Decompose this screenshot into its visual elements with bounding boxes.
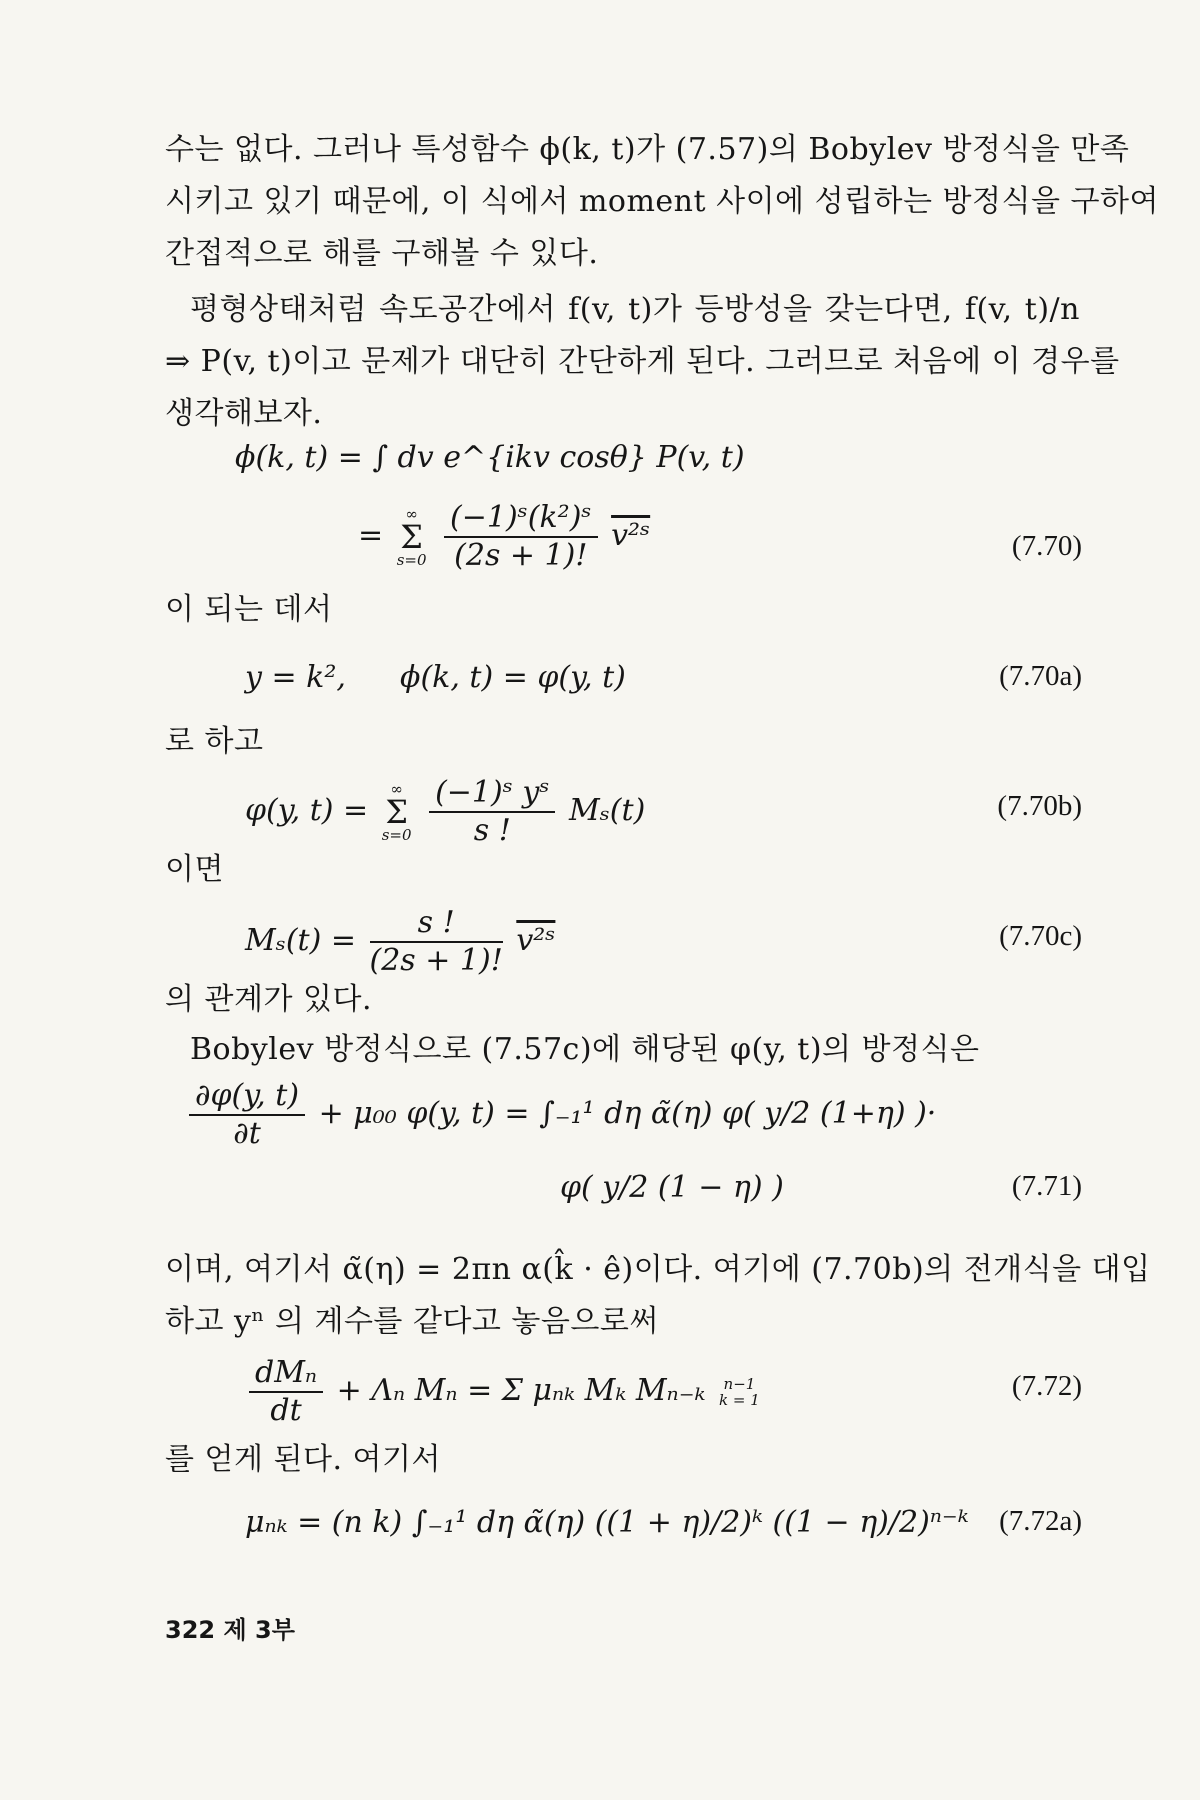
equation-number-7-70: (7.70) <box>1011 530 1082 562</box>
fraction-denominator: ∂t <box>233 1116 261 1151</box>
equation-7-70a-left: y = k², <box>245 660 346 695</box>
equation-7-70c <box>245 905 555 979</box>
fraction-7-70b <box>429 775 555 849</box>
equation-7-70-top: ϕ(k, t) = ∫ dv e^{ikv cosθ} P(v, t) <box>235 440 745 475</box>
equation-7-71-rhs-1: ∫₋₁¹ dη α̃(η) φ( y/2 (1+η) )· <box>539 1096 937 1131</box>
text-after-7-70a: 로 하고 <box>165 724 264 759</box>
paragraph-1-line-1: 수는 없다. 그러나 특성함수 ϕ(k, t)가 (7.57)의 Bobylev 방정식을 만족 <box>165 132 1130 167</box>
equation-7-70a-right: ϕ(k, t) = φ(y, t) <box>400 660 626 695</box>
fraction-numerator: dMₙ <box>249 1355 323 1393</box>
equation-number-7-72a: (7.72a) <box>999 1505 1082 1537</box>
paragraph-4-line-1: 이며, 여기서 α̃(η) = 2πn α(k̂ · ê)이다. 여기에 (7.70b)의 전개식을 대입 <box>165 1252 1151 1287</box>
fraction-denominator: s ! <box>473 813 511 848</box>
fraction-numerator: (−1)ˢ yˢ <box>429 775 555 813</box>
sum-symbol: ∞ Σ s=0 <box>396 505 427 569</box>
sum-symbol: ∞ Σ s=0 <box>381 780 412 844</box>
equation-number-7-71: (7.71) <box>1011 1170 1082 1202</box>
fraction-7-70 <box>444 500 597 574</box>
average-term: v²ˢ <box>611 518 651 553</box>
text-after-7-70c: 의 관계가 있다. <box>165 982 372 1017</box>
text-after-7-70: 이 되는 데서 <box>165 592 333 627</box>
paragraph-1-line-3: 간접적으로 해를 구해볼 수 있다. <box>165 236 599 271</box>
paragraph-1-line-2: 시키고 있기 때문에, 이 식에서 moment 사이에 성립하는 방정식을 구하여 <box>165 184 1159 219</box>
fraction-numerator: (−1)ˢ(k²)ˢ <box>444 500 597 538</box>
page-footer: 322 제 3부 <box>165 1616 295 1644</box>
fraction-denominator: (2s + 1)! <box>454 538 588 573</box>
fraction-7-70c <box>370 905 503 979</box>
paragraph-4-line-2: 하고 yⁿ 의 계수를 같다고 놓음으로써 <box>165 1304 659 1339</box>
equation-7-70c-lhs: Mₛ(t) = <box>245 923 356 958</box>
fraction-denominator: (2s + 1)! <box>369 943 503 978</box>
equation-7-72 <box>245 1355 764 1429</box>
average-term: v²ˢ <box>516 923 556 958</box>
equation-7-72a: μₙₖ = (n k) ∫₋₁¹ dη α̃(η) ((1 + η)/2)ᵏ ((1 − η)/2)ⁿ⁻ᵏ <box>245 1505 969 1540</box>
paragraph-2-line-1: 평형상태처럼 속도공간에서 f(v, t)가 등방성을 갖는다면, f(v, t)/n <box>190 292 1080 327</box>
equation-7-72-rhs: + Λₙ Mₙ = Σ μₙₖ Mₖ Mₙ₋ₖ <box>336 1373 706 1408</box>
equation-7-70-bottom: = ∞ Σ s=0 $\frac{\text{(−1)ˢ(k²)ˢ}}{(2s + 1)!}$ v²ˢ <box>358 500 651 573</box>
paragraph-2-line-3: 생각해보자. <box>165 396 323 431</box>
equation-7-71-line-1 <box>185 1078 936 1152</box>
fraction-denominator: dt <box>270 1393 302 1428</box>
sum-limits: n−1 k = 1 <box>719 1375 760 1409</box>
equation-number-7-70c: (7.70c) <box>999 920 1082 952</box>
equation-number-7-72: (7.72) <box>1011 1370 1082 1402</box>
equation-7-70b <box>245 775 645 849</box>
fraction-7-72 <box>249 1355 323 1429</box>
paragraph-3: Bobylev 방정식으로 (7.57c)에 해당된 φ(y, t)의 방정식은 <box>190 1032 980 1067</box>
text-after-7-72: 를 얻게 된다. 여기서 <box>165 1442 441 1477</box>
equation-7-71-mid: + μ₀₀ φ(y, t) = <box>318 1096 530 1131</box>
equation-7-71-line-2: φ( y/2 (1 − η) ) <box>560 1170 784 1205</box>
equation-number-7-70a: (7.70a) <box>999 660 1082 692</box>
equation-7-70b-lhs: φ(y, t) = <box>245 793 369 828</box>
equation-7-70b-tail: Mₛ(t) <box>568 793 646 828</box>
text-after-7-70b: 이면 <box>165 852 224 887</box>
fraction-7-71 <box>189 1078 305 1152</box>
paragraph-2-line-2: ⇒ P(v, t)이고 문제가 대단히 간단하게 된다. 그러므로 처음에 이 경우를 <box>165 344 1120 379</box>
fraction-numerator: ∂φ(y, t) <box>189 1078 305 1116</box>
fraction-numerator: s ! <box>370 905 503 943</box>
equation-number-7-70b: (7.70b) <box>997 790 1082 822</box>
